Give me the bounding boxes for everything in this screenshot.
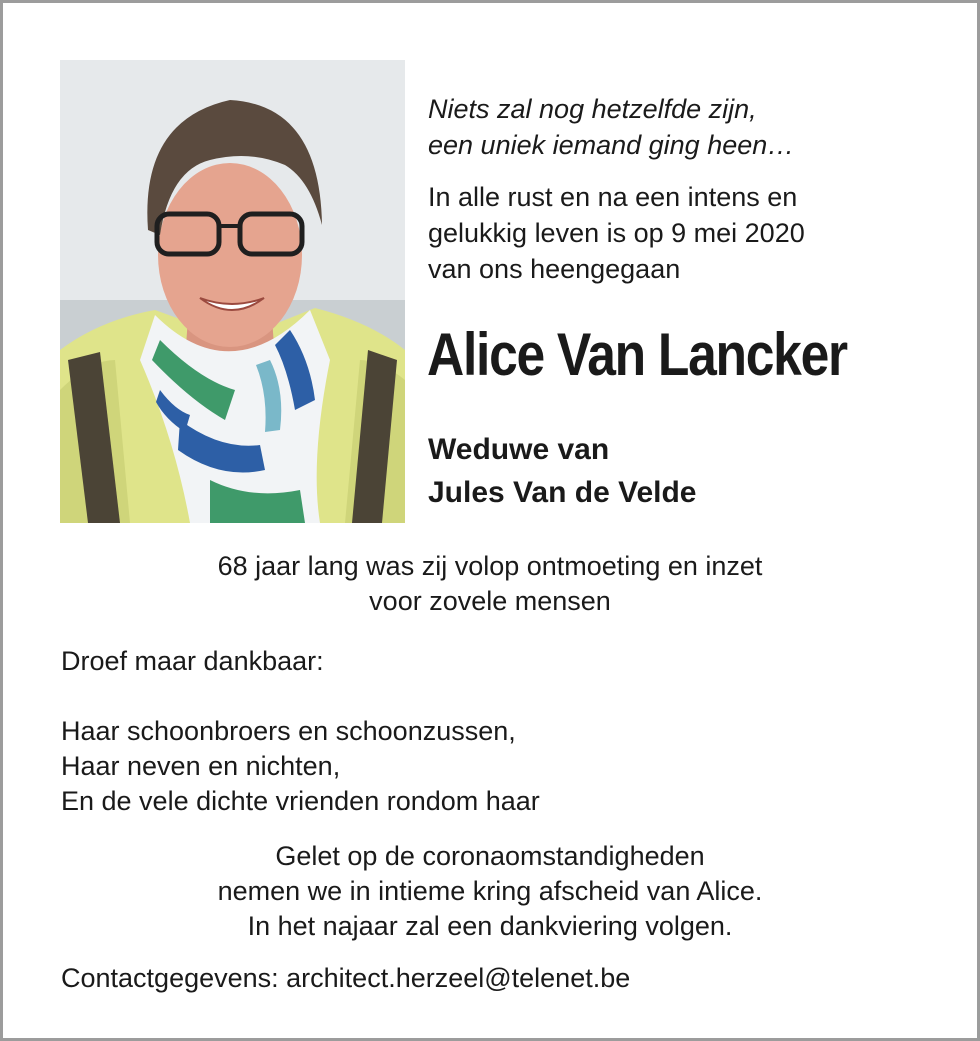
spouse-line-1: Weduwe van bbox=[428, 433, 610, 466]
intro-line-3: van ons heengegaan bbox=[428, 254, 681, 284]
deceased-name: Alice Van Lancker bbox=[427, 321, 847, 388]
death-announcement bbox=[428, 179, 805, 287]
quote-line-1: Niets zal nog hetzelfde zijn, bbox=[428, 94, 757, 124]
mourner-line: En de vele dichte vrienden rondom haar bbox=[61, 786, 540, 816]
mourner-line: Haar neven en nichten, bbox=[61, 751, 341, 781]
mourner-line: Haar schoonbroers en schoonzussen, bbox=[61, 716, 516, 746]
mourners-list bbox=[61, 714, 540, 819]
spouse-line-2: Jules Van de Velde bbox=[428, 476, 697, 509]
funeral-notice bbox=[3, 839, 977, 944]
opening-quote bbox=[428, 91, 794, 163]
notice-line-2: nemen we in intieme kring afscheid van Alice. bbox=[217, 876, 763, 906]
mourners-title: Droef maar dankbaar: bbox=[61, 646, 324, 676]
intro-line-2: gelukkig leven is op 9 mei 2020 bbox=[428, 218, 805, 248]
intro-line-1: In alle rust en na een intens en bbox=[428, 182, 798, 212]
tribute-line-2: voor zovele mensen bbox=[369, 586, 611, 616]
notice-line-1: Gelet op de coronaomstandigheden bbox=[275, 841, 705, 871]
tribute-line-1: 68 jaar lang was zij volop ontmoeting en inzet bbox=[217, 551, 763, 581]
tribute-text bbox=[3, 549, 977, 619]
spouse-info bbox=[428, 428, 696, 514]
contact-info: Contactgegevens: architect.herzeel@telenet.be bbox=[61, 963, 631, 993]
quote-line-2: een uniek iemand ging heen… bbox=[428, 130, 795, 160]
portrait-photo bbox=[60, 60, 405, 523]
notice-line-3: In het najaar zal een dankviering volgen. bbox=[247, 911, 733, 941]
